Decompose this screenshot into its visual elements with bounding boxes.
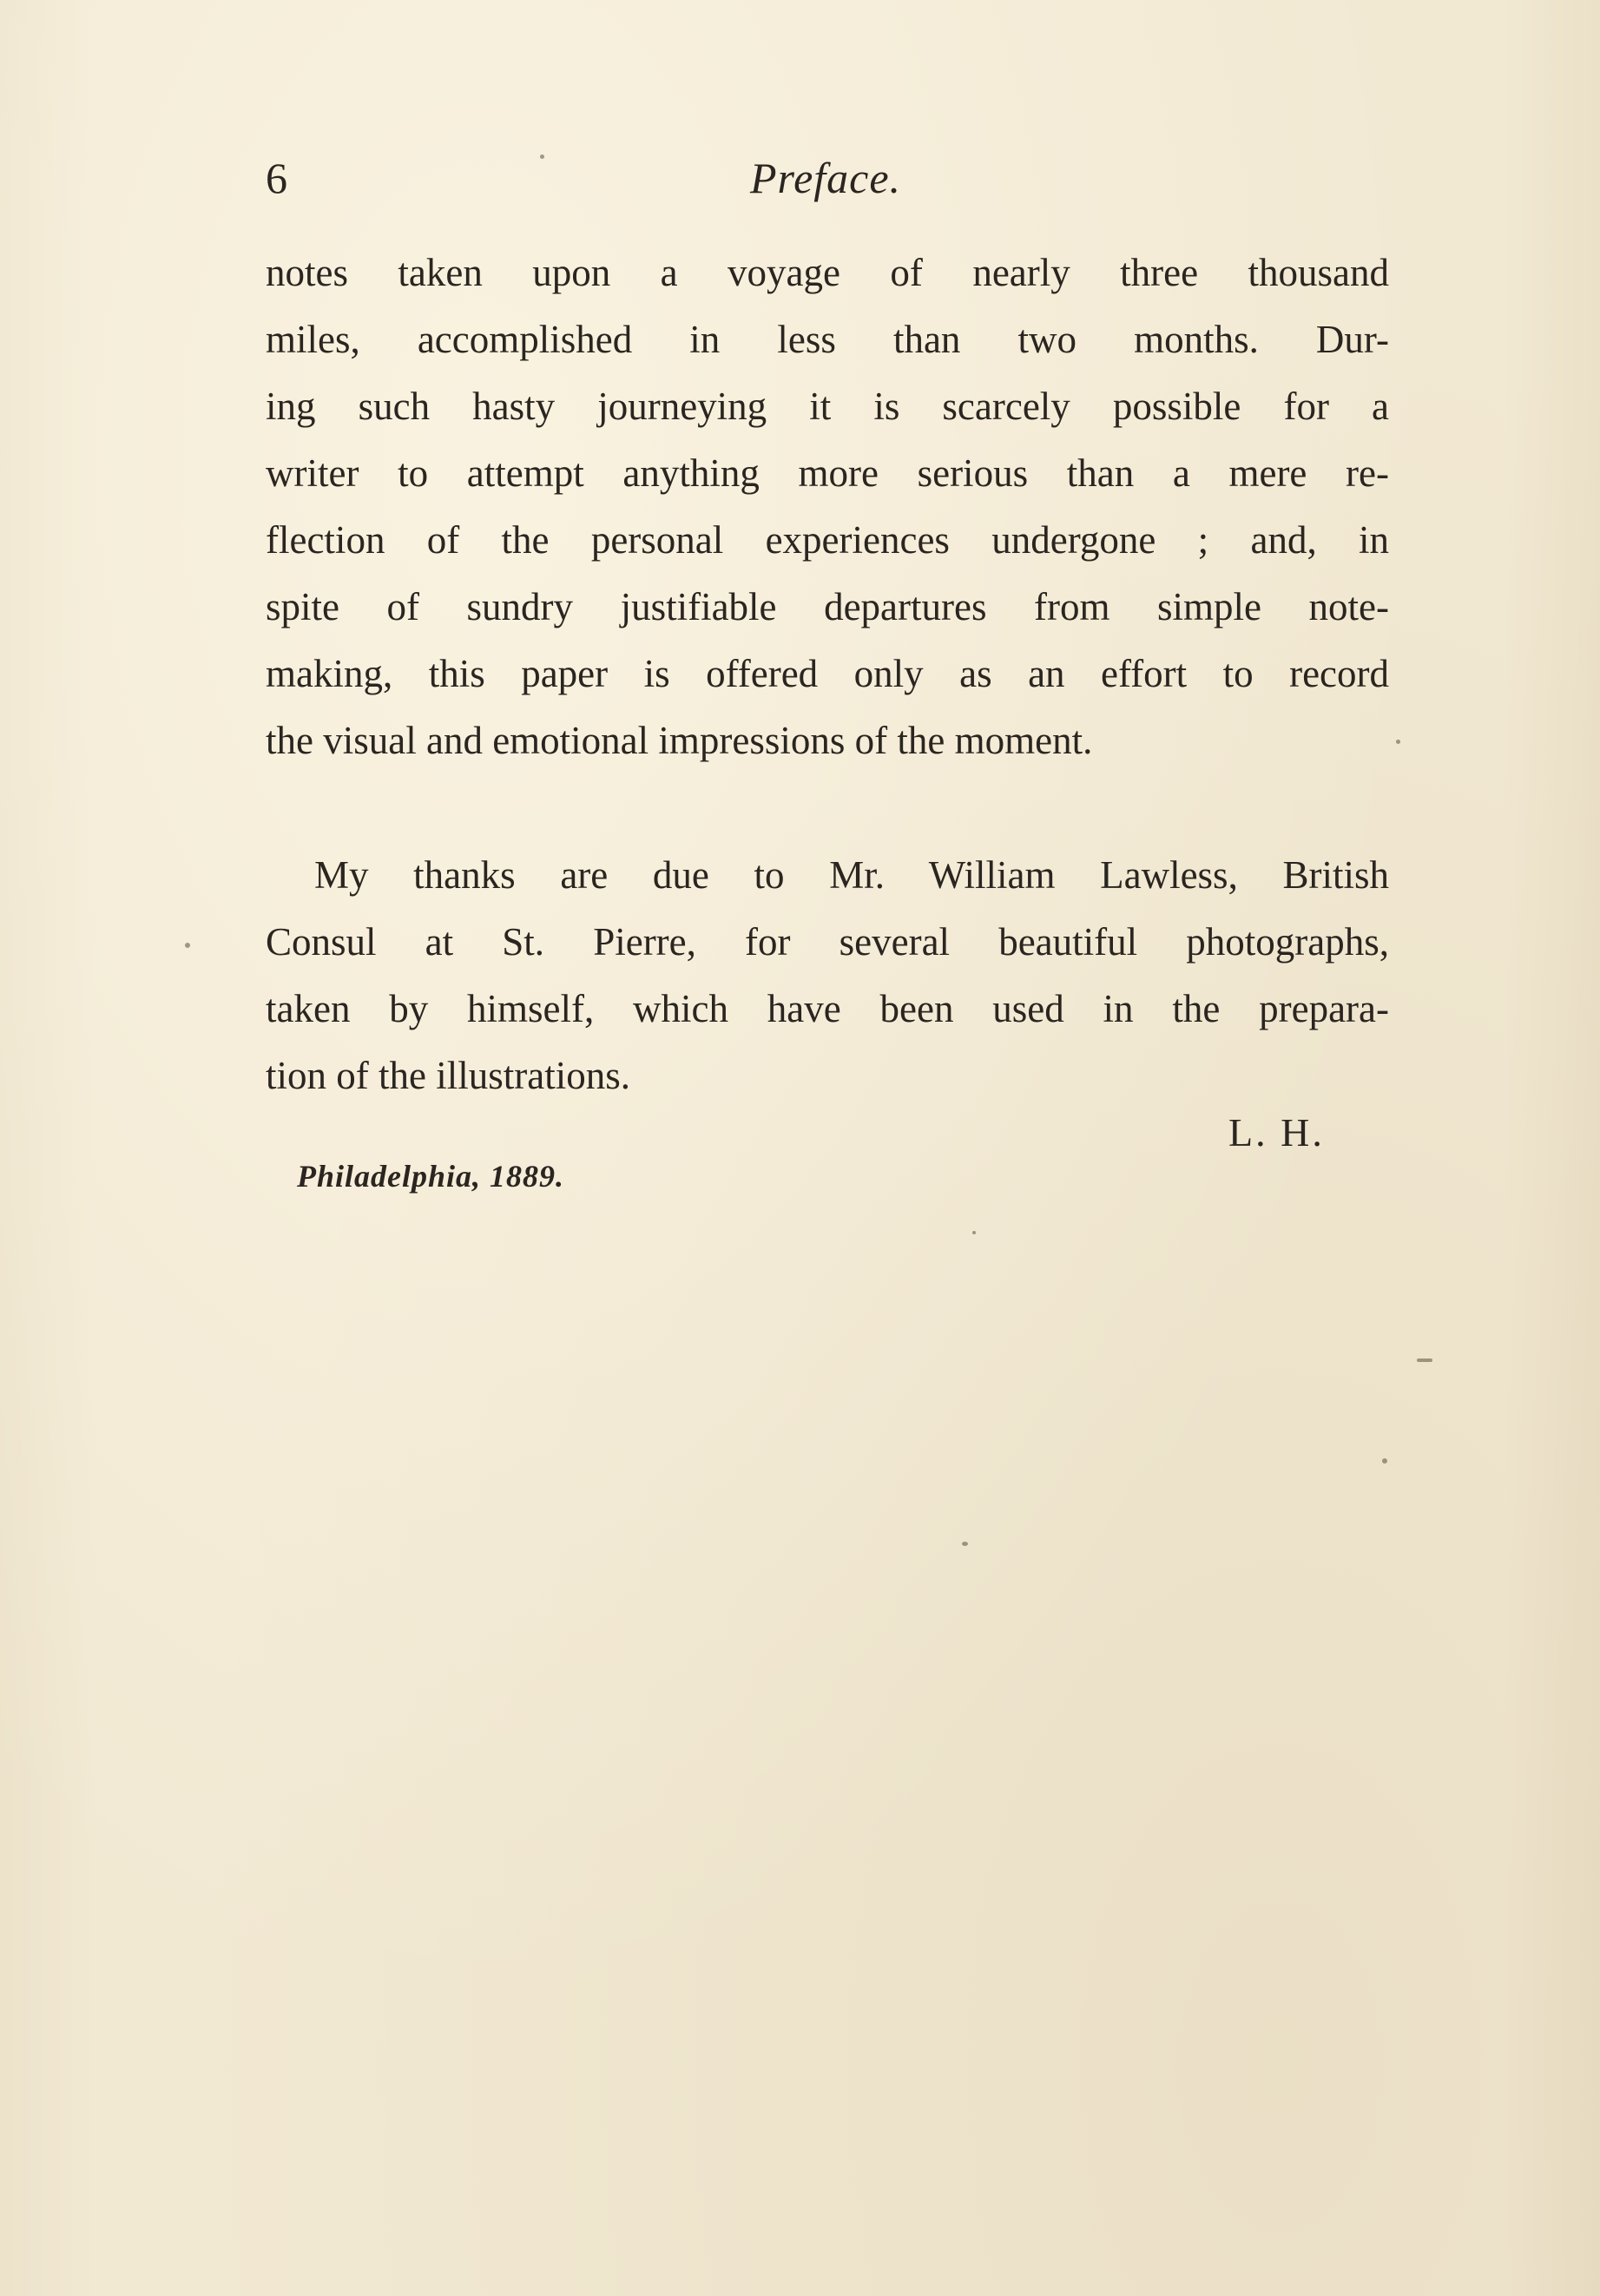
paragraph-voyage-notes xyxy=(266,240,1389,774)
text-line: My thanks are due to Mr. William Lawless, British xyxy=(314,853,1389,897)
text-line: spite of sundry justifiable departures from simple note- xyxy=(266,585,1389,628)
text-line: miles, accomplished in less than two months. Dur- xyxy=(266,318,1389,361)
paper-speck xyxy=(1417,1359,1432,1362)
running-title: Preface. xyxy=(749,154,902,202)
text-line: ing such hasty journeying it is scarcely possible for a xyxy=(266,385,1389,428)
text-line: writer to attempt anything more serious than a mere re- xyxy=(266,451,1389,495)
text-line: notes taken upon a voyage of nearly three thousand xyxy=(266,251,1389,294)
text-line: flection of the personal experiences undergone ; and, in xyxy=(266,518,1389,562)
text-line: Consul at St. Pierre, for several beautiful photographs, xyxy=(266,920,1389,964)
text-line: tion of the illustrations. xyxy=(266,1054,630,1097)
paper-speck xyxy=(1382,1458,1387,1464)
paper-speck xyxy=(185,943,190,948)
paper-speck xyxy=(972,1231,976,1234)
paragraph-acknowledgements xyxy=(266,842,1389,1109)
text-line: making, this paper is offered only as an effort to record xyxy=(266,652,1389,695)
paper-speck xyxy=(1396,740,1400,744)
paper-speck xyxy=(540,155,544,159)
page-number: 6 xyxy=(266,154,287,202)
author-initials: L. H. xyxy=(1228,1110,1325,1155)
text-line: taken by himself, which have been used in the prepara- xyxy=(266,987,1389,1030)
running-head xyxy=(266,148,1386,208)
paper-speck xyxy=(962,1542,968,1546)
place-and-date: Philadelphia, 1889. xyxy=(297,1159,565,1194)
text-line: the visual and emotional impressions of the moment. xyxy=(266,719,1093,762)
